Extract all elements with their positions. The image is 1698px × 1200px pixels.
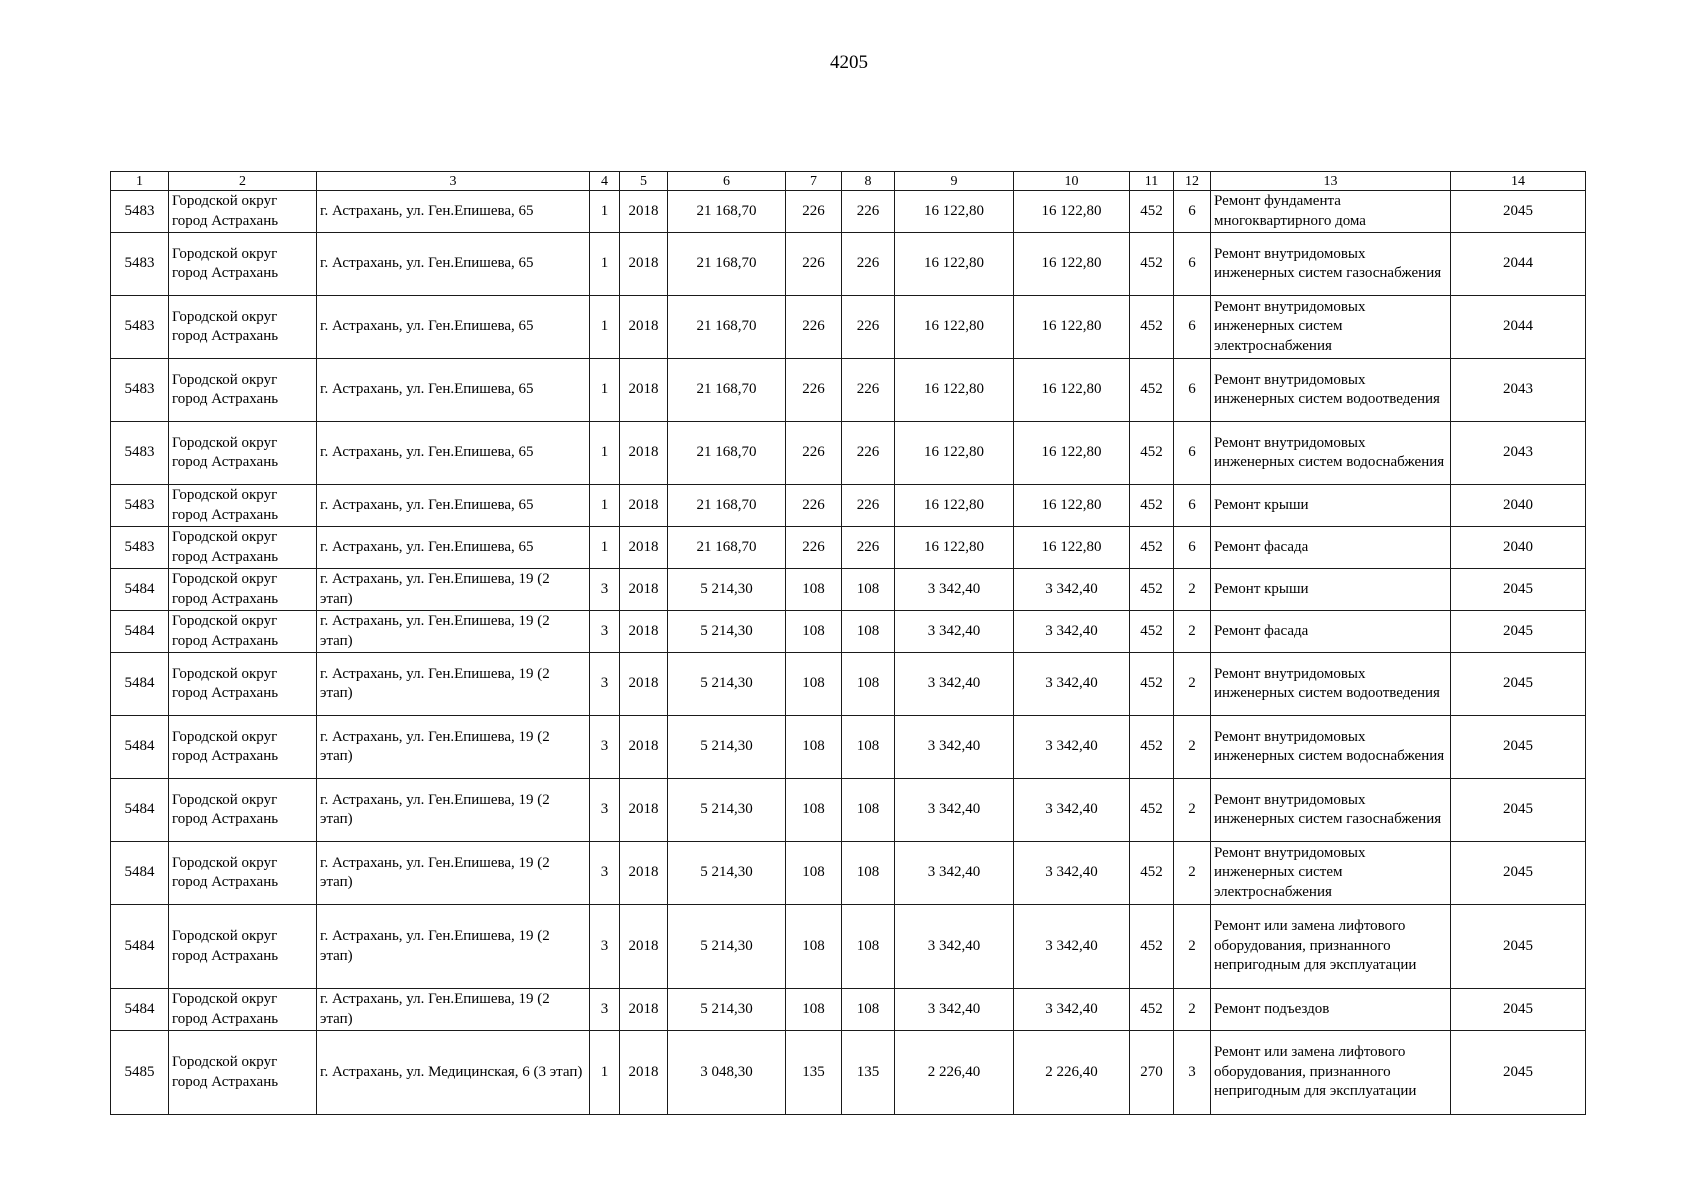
table-cell-col-13: Ремонт или замена лифтового оборудования, признанного непригодным для эксплуатации <box>1211 1031 1451 1115</box>
table-row <box>111 1031 1586 1115</box>
table-cell-col-7: 226 <box>786 359 842 422</box>
table-cell-col-9: 3 342,40 <box>895 842 1014 905</box>
column-header-3: 3 <box>317 172 590 191</box>
table-cell-col-6: 5 214,30 <box>668 989 786 1031</box>
table-cell-col-10: 16 122,80 <box>1014 296 1130 359</box>
table-cell-col-12: 2 <box>1174 989 1211 1031</box>
column-header-5: 5 <box>620 172 668 191</box>
table-cell-col-5: 2018 <box>620 359 668 422</box>
column-header-7: 7 <box>786 172 842 191</box>
table-cell-col-6: 5 214,30 <box>668 653 786 716</box>
table-cell-col-10: 3 342,40 <box>1014 779 1130 842</box>
table-cell-col-2: Городской округ город Астрахань <box>169 653 317 716</box>
table-cell-col-1: 5483 <box>111 422 169 485</box>
table-cell-col-13: Ремонт внутридомовых инженерных систем водоотведения <box>1211 653 1451 716</box>
table-cell-col-11: 452 <box>1130 233 1174 296</box>
table-cell-col-3: г. Астрахань, ул. Ген.Епишева, 65 <box>317 485 590 527</box>
table-cell-col-7: 108 <box>786 989 842 1031</box>
table-cell-col-12: 6 <box>1174 422 1211 485</box>
table-cell-col-4: 1 <box>590 527 620 569</box>
table-cell-col-1: 5484 <box>111 779 169 842</box>
table-cell-col-5: 2018 <box>620 569 668 611</box>
table-cell-col-9: 3 342,40 <box>895 653 1014 716</box>
table-cell-col-7: 108 <box>786 611 842 653</box>
header-row <box>111 172 1586 191</box>
table-cell-col-5: 2018 <box>620 527 668 569</box>
table-cell-col-7: 108 <box>786 569 842 611</box>
table-cell-col-9: 16 122,80 <box>895 296 1014 359</box>
table-cell-col-14: 2045 <box>1451 191 1586 233</box>
table-cell-col-1: 5483 <box>111 527 169 569</box>
table-row <box>111 527 1586 569</box>
column-header-13: 13 <box>1211 172 1451 191</box>
table-row <box>111 716 1586 779</box>
table-cell-col-5: 2018 <box>620 653 668 716</box>
table-cell-col-14: 2044 <box>1451 233 1586 296</box>
table-cell-col-13: Ремонт или замена лифтового оборудования, признанного непригодным для эксплуатации <box>1211 905 1451 989</box>
table-cell-col-10: 3 342,40 <box>1014 989 1130 1031</box>
table-cell-col-9: 16 122,80 <box>895 422 1014 485</box>
table-cell-col-13: Ремонт подъездов <box>1211 989 1451 1031</box>
table-row <box>111 989 1586 1031</box>
column-header-9: 9 <box>895 172 1014 191</box>
table-cell-col-9: 3 342,40 <box>895 716 1014 779</box>
table-cell-col-1: 5484 <box>111 611 169 653</box>
table-cell-col-13: Ремонт фасада <box>1211 527 1451 569</box>
table-cell-col-11: 452 <box>1130 989 1174 1031</box>
table-cell-col-6: 5 214,30 <box>668 779 786 842</box>
table-cell-col-10: 3 342,40 <box>1014 905 1130 989</box>
table-cell-col-14: 2043 <box>1451 422 1586 485</box>
table-cell-col-1: 5484 <box>111 905 169 989</box>
table-cell-col-4: 1 <box>590 485 620 527</box>
table-cell-col-5: 2018 <box>620 779 668 842</box>
table-cell-col-1: 5484 <box>111 716 169 779</box>
table-cell-col-1: 5483 <box>111 359 169 422</box>
table-cell-col-9: 3 342,40 <box>895 611 1014 653</box>
table-cell-col-8: 226 <box>842 422 895 485</box>
table-cell-col-8: 108 <box>842 611 895 653</box>
table-cell-col-4: 3 <box>590 653 620 716</box>
table-cell-col-12: 2 <box>1174 716 1211 779</box>
table-row <box>111 611 1586 653</box>
table-cell-col-13: Ремонт внутридомовых инженерных систем водоотведения <box>1211 359 1451 422</box>
table-cell-col-11: 452 <box>1130 842 1174 905</box>
table-cell-col-1: 5483 <box>111 296 169 359</box>
table-row <box>111 233 1586 296</box>
column-header-12: 12 <box>1174 172 1211 191</box>
table-cell-col-3: г. Астрахань, ул. Ген.Епишева, 19 (2 этап) <box>317 653 590 716</box>
table-cell-col-2: Городской округ город Астрахань <box>169 233 317 296</box>
table-cell-col-8: 108 <box>842 842 895 905</box>
table-cell-col-4: 1 <box>590 1031 620 1115</box>
table-cell-col-12: 6 <box>1174 191 1211 233</box>
table-cell-col-12: 6 <box>1174 527 1211 569</box>
table-cell-col-11: 452 <box>1130 191 1174 233</box>
table-cell-col-4: 3 <box>590 842 620 905</box>
table-cell-col-7: 135 <box>786 1031 842 1115</box>
table-cell-col-10: 3 342,40 <box>1014 716 1130 779</box>
table-cell-col-4: 3 <box>590 989 620 1031</box>
table-cell-col-1: 5483 <box>111 233 169 296</box>
table-header <box>111 172 1586 191</box>
table-cell-col-10: 3 342,40 <box>1014 653 1130 716</box>
table-cell-col-8: 108 <box>842 569 895 611</box>
table-cell-col-3: г. Астрахань, ул. Ген.Епишева, 65 <box>317 359 590 422</box>
table-cell-col-13: Ремонт крыши <box>1211 485 1451 527</box>
table-cell-col-13: Ремонт фундамента многоквартирного дома <box>1211 191 1451 233</box>
table-cell-col-8: 226 <box>842 296 895 359</box>
table-cell-col-2: Городской округ город Астрахань <box>169 989 317 1031</box>
table-cell-col-3: г. Астрахань, ул. Ген.Епишева, 65 <box>317 296 590 359</box>
table-cell-col-8: 108 <box>842 653 895 716</box>
table-cell-col-13: Ремонт фасада <box>1211 611 1451 653</box>
table-row <box>111 296 1586 359</box>
table-cell-col-9: 16 122,80 <box>895 359 1014 422</box>
table-cell-col-5: 2018 <box>620 842 668 905</box>
table-cell-col-12: 2 <box>1174 779 1211 842</box>
table-row <box>111 422 1586 485</box>
table-cell-col-4: 1 <box>590 296 620 359</box>
table-cell-col-5: 2018 <box>620 1031 668 1115</box>
table-cell-col-10: 16 122,80 <box>1014 422 1130 485</box>
table-cell-col-14: 2045 <box>1451 569 1586 611</box>
table-row <box>111 485 1586 527</box>
table-cell-col-6: 5 214,30 <box>668 842 786 905</box>
column-header-2: 2 <box>169 172 317 191</box>
page-number: 4205 <box>830 52 868 73</box>
table-cell-col-12: 6 <box>1174 359 1211 422</box>
table-cell-col-2: Городской округ город Астрахань <box>169 359 317 422</box>
table-cell-col-6: 21 168,70 <box>668 485 786 527</box>
table-cell-col-11: 452 <box>1130 296 1174 359</box>
table-cell-col-5: 2018 <box>620 905 668 989</box>
table-cell-col-11: 452 <box>1130 905 1174 989</box>
table-cell-col-13: Ремонт внутридомовых инженерных систем водоснабжения <box>1211 422 1451 485</box>
repair-schedule-table <box>110 171 1586 1115</box>
table-cell-col-11: 452 <box>1130 569 1174 611</box>
table-cell-col-5: 2018 <box>620 716 668 779</box>
table-cell-col-10: 16 122,80 <box>1014 359 1130 422</box>
table-cell-col-3: г. Астрахань, ул. Ген.Епишева, 19 (2 этап) <box>317 842 590 905</box>
table-cell-col-2: Городской округ город Астрахань <box>169 611 317 653</box>
table-cell-col-2: Городской округ город Астрахань <box>169 296 317 359</box>
table-cell-col-6: 21 168,70 <box>668 296 786 359</box>
table-cell-col-12: 2 <box>1174 611 1211 653</box>
table-cell-col-3: г. Астрахань, ул. Ген.Епишева, 65 <box>317 191 590 233</box>
table-cell-col-1: 5484 <box>111 989 169 1031</box>
table-cell-col-9: 3 342,40 <box>895 989 1014 1031</box>
table-cell-col-6: 21 168,70 <box>668 233 786 296</box>
table-cell-col-14: 2043 <box>1451 359 1586 422</box>
table-cell-col-14: 2045 <box>1451 842 1586 905</box>
table-cell-col-6: 21 168,70 <box>668 191 786 233</box>
table-cell-col-8: 226 <box>842 191 895 233</box>
table-cell-col-7: 108 <box>786 842 842 905</box>
table-cell-col-4: 3 <box>590 716 620 779</box>
column-header-11: 11 <box>1130 172 1174 191</box>
column-header-14: 14 <box>1451 172 1586 191</box>
table-cell-col-13: Ремонт крыши <box>1211 569 1451 611</box>
table-cell-col-10: 16 122,80 <box>1014 485 1130 527</box>
table-cell-col-9: 16 122,80 <box>895 191 1014 233</box>
table-cell-col-14: 2045 <box>1451 905 1586 989</box>
table-cell-col-2: Городской округ город Астрахань <box>169 842 317 905</box>
table-cell-col-2: Городской округ город Астрахань <box>169 779 317 842</box>
table-cell-col-14: 2040 <box>1451 527 1586 569</box>
table-cell-col-8: 226 <box>842 527 895 569</box>
table-cell-col-3: г. Астрахань, ул. Ген.Епишева, 19 (2 этап) <box>317 716 590 779</box>
table-cell-col-5: 2018 <box>620 233 668 296</box>
table-cell-col-6: 5 214,30 <box>668 611 786 653</box>
table-cell-col-1: 5484 <box>111 653 169 716</box>
table-cell-col-2: Городской округ город Астрахань <box>169 422 317 485</box>
table-row <box>111 191 1586 233</box>
column-header-6: 6 <box>668 172 786 191</box>
table-row <box>111 779 1586 842</box>
table-cell-col-12: 3 <box>1174 1031 1211 1115</box>
table-cell-col-6: 21 168,70 <box>668 527 786 569</box>
table-cell-col-9: 16 122,80 <box>895 527 1014 569</box>
table-cell-col-12: 6 <box>1174 485 1211 527</box>
table-cell-col-4: 1 <box>590 359 620 422</box>
table-cell-col-6: 5 214,30 <box>668 905 786 989</box>
table-cell-col-8: 108 <box>842 989 895 1031</box>
table-cell-col-1: 5484 <box>111 842 169 905</box>
table-cell-col-13: Ремонт внутридомовых инженерных систем электроснабжения <box>1211 296 1451 359</box>
table-cell-col-1: 5483 <box>111 485 169 527</box>
table-row <box>111 569 1586 611</box>
table-cell-col-4: 1 <box>590 422 620 485</box>
table-cell-col-8: 226 <box>842 485 895 527</box>
table-cell-col-3: г. Астрахань, ул. Ген.Епишева, 65 <box>317 422 590 485</box>
table-cell-col-12: 6 <box>1174 233 1211 296</box>
table-cell-col-5: 2018 <box>620 989 668 1031</box>
table-cell-col-6: 3 048,30 <box>668 1031 786 1115</box>
table-cell-col-11: 452 <box>1130 485 1174 527</box>
table-cell-col-2: Городской округ город Астрахань <box>169 485 317 527</box>
table-cell-col-7: 226 <box>786 485 842 527</box>
table-cell-col-2: Городской округ город Астрахань <box>169 191 317 233</box>
table-body <box>111 191 1586 1115</box>
table-cell-col-3: г. Астрахань, ул. Ген.Епишева, 19 (2 этап) <box>317 989 590 1031</box>
table-cell-col-2: Городской округ город Астрахань <box>169 1031 317 1115</box>
table-cell-col-3: г. Астрахань, ул. Ген.Епишева, 19 (2 этап) <box>317 569 590 611</box>
table-cell-col-3: г. Астрахань, ул. Медицинская, 6 (3 этап) <box>317 1031 590 1115</box>
column-header-4: 4 <box>590 172 620 191</box>
table-cell-col-14: 2040 <box>1451 485 1586 527</box>
table-cell-col-5: 2018 <box>620 611 668 653</box>
table-cell-col-13: Ремонт внутридомовых инженерных систем газоснабжения <box>1211 779 1451 842</box>
table-cell-col-14: 2045 <box>1451 653 1586 716</box>
table-cell-col-2: Городской округ город Астрахань <box>169 569 317 611</box>
table-cell-col-4: 3 <box>590 905 620 989</box>
table-cell-col-11: 452 <box>1130 716 1174 779</box>
table-cell-col-6: 5 214,30 <box>668 716 786 779</box>
table-cell-col-2: Городской округ город Астрахань <box>169 527 317 569</box>
table-cell-col-10: 2 226,40 <box>1014 1031 1130 1115</box>
table-cell-col-6: 21 168,70 <box>668 359 786 422</box>
table-cell-col-14: 2045 <box>1451 611 1586 653</box>
table-cell-col-11: 270 <box>1130 1031 1174 1115</box>
table-cell-col-9: 3 342,40 <box>895 779 1014 842</box>
table-cell-col-1: 5483 <box>111 191 169 233</box>
table-cell-col-11: 452 <box>1130 779 1174 842</box>
table-cell-col-7: 108 <box>786 653 842 716</box>
table-cell-col-13: Ремонт внутридомовых инженерных систем электроснабжения <box>1211 842 1451 905</box>
table-cell-col-7: 226 <box>786 422 842 485</box>
table-cell-col-10: 3 342,40 <box>1014 611 1130 653</box>
table-cell-col-8: 226 <box>842 233 895 296</box>
table-cell-col-9: 3 342,40 <box>895 905 1014 989</box>
table-cell-col-2: Городской округ город Астрахань <box>169 905 317 989</box>
table-cell-col-5: 2018 <box>620 191 668 233</box>
table-cell-col-7: 108 <box>786 716 842 779</box>
table-cell-col-1: 5485 <box>111 1031 169 1115</box>
table-cell-col-13: Ремонт внутридомовых инженерных систем газоснабжения <box>1211 233 1451 296</box>
table-cell-col-7: 108 <box>786 905 842 989</box>
table-cell-col-10: 3 342,40 <box>1014 569 1130 611</box>
table-cell-col-13: Ремонт внутридомовых инженерных систем водоснабжения <box>1211 716 1451 779</box>
table-cell-col-2: Городской округ город Астрахань <box>169 716 317 779</box>
table-cell-col-3: г. Астрахань, ул. Ген.Епишева, 65 <box>317 233 590 296</box>
table-cell-col-8: 108 <box>842 779 895 842</box>
table-cell-col-9: 16 122,80 <box>895 485 1014 527</box>
table-cell-col-9: 2 226,40 <box>895 1031 1014 1115</box>
table-cell-col-14: 2044 <box>1451 296 1586 359</box>
table-cell-col-8: 135 <box>842 1031 895 1115</box>
table-cell-col-14: 2045 <box>1451 779 1586 842</box>
table-cell-col-4: 3 <box>590 611 620 653</box>
table-cell-col-10: 16 122,80 <box>1014 527 1130 569</box>
table-cell-col-10: 3 342,40 <box>1014 842 1130 905</box>
table-cell-col-8: 108 <box>842 716 895 779</box>
table-cell-col-9: 3 342,40 <box>895 569 1014 611</box>
table-cell-col-6: 21 168,70 <box>668 422 786 485</box>
table-cell-col-4: 1 <box>590 191 620 233</box>
table-cell-col-7: 226 <box>786 233 842 296</box>
table-cell-col-1: 5484 <box>111 569 169 611</box>
table-cell-col-5: 2018 <box>620 296 668 359</box>
table-cell-col-12: 2 <box>1174 569 1211 611</box>
table-cell-col-3: г. Астрахань, ул. Ген.Епишева, 19 (2 этап) <box>317 779 590 842</box>
table-cell-col-12: 6 <box>1174 296 1211 359</box>
table-row <box>111 653 1586 716</box>
table-cell-col-14: 2045 <box>1451 716 1586 779</box>
table-cell-col-11: 452 <box>1130 422 1174 485</box>
table-cell-col-6: 5 214,30 <box>668 569 786 611</box>
table-cell-col-9: 16 122,80 <box>895 233 1014 296</box>
table-cell-col-14: 2045 <box>1451 1031 1586 1115</box>
table-row <box>111 359 1586 422</box>
column-header-1: 1 <box>111 172 169 191</box>
table-cell-col-7: 108 <box>786 779 842 842</box>
table-cell-col-14: 2045 <box>1451 989 1586 1031</box>
table-cell-col-8: 226 <box>842 359 895 422</box>
table-cell-col-10: 16 122,80 <box>1014 191 1130 233</box>
table-cell-col-4: 3 <box>590 569 620 611</box>
table-cell-col-10: 16 122,80 <box>1014 233 1130 296</box>
table-cell-col-3: г. Астрахань, ул. Ген.Епишева, 65 <box>317 527 590 569</box>
table-cell-col-11: 452 <box>1130 527 1174 569</box>
table-cell-col-3: г. Астрахань, ул. Ген.Епишева, 19 (2 этап) <box>317 905 590 989</box>
table-cell-col-7: 226 <box>786 527 842 569</box>
table-cell-col-7: 226 <box>786 191 842 233</box>
table-cell-col-11: 452 <box>1130 653 1174 716</box>
table-cell-col-5: 2018 <box>620 485 668 527</box>
table-cell-col-12: 2 <box>1174 905 1211 989</box>
table-cell-col-12: 2 <box>1174 842 1211 905</box>
table-cell-col-3: г. Астрахань, ул. Ген.Епишева, 19 (2 этап) <box>317 611 590 653</box>
table-cell-col-11: 452 <box>1130 359 1174 422</box>
table-cell-col-11: 452 <box>1130 611 1174 653</box>
column-header-10: 10 <box>1014 172 1130 191</box>
table-cell-col-5: 2018 <box>620 422 668 485</box>
column-header-8: 8 <box>842 172 895 191</box>
table-row <box>111 842 1586 905</box>
table-cell-col-12: 2 <box>1174 653 1211 716</box>
table-cell-col-4: 1 <box>590 233 620 296</box>
table-cell-col-4: 3 <box>590 779 620 842</box>
table-row <box>111 905 1586 989</box>
table-cell-col-8: 108 <box>842 905 895 989</box>
table-cell-col-7: 226 <box>786 296 842 359</box>
